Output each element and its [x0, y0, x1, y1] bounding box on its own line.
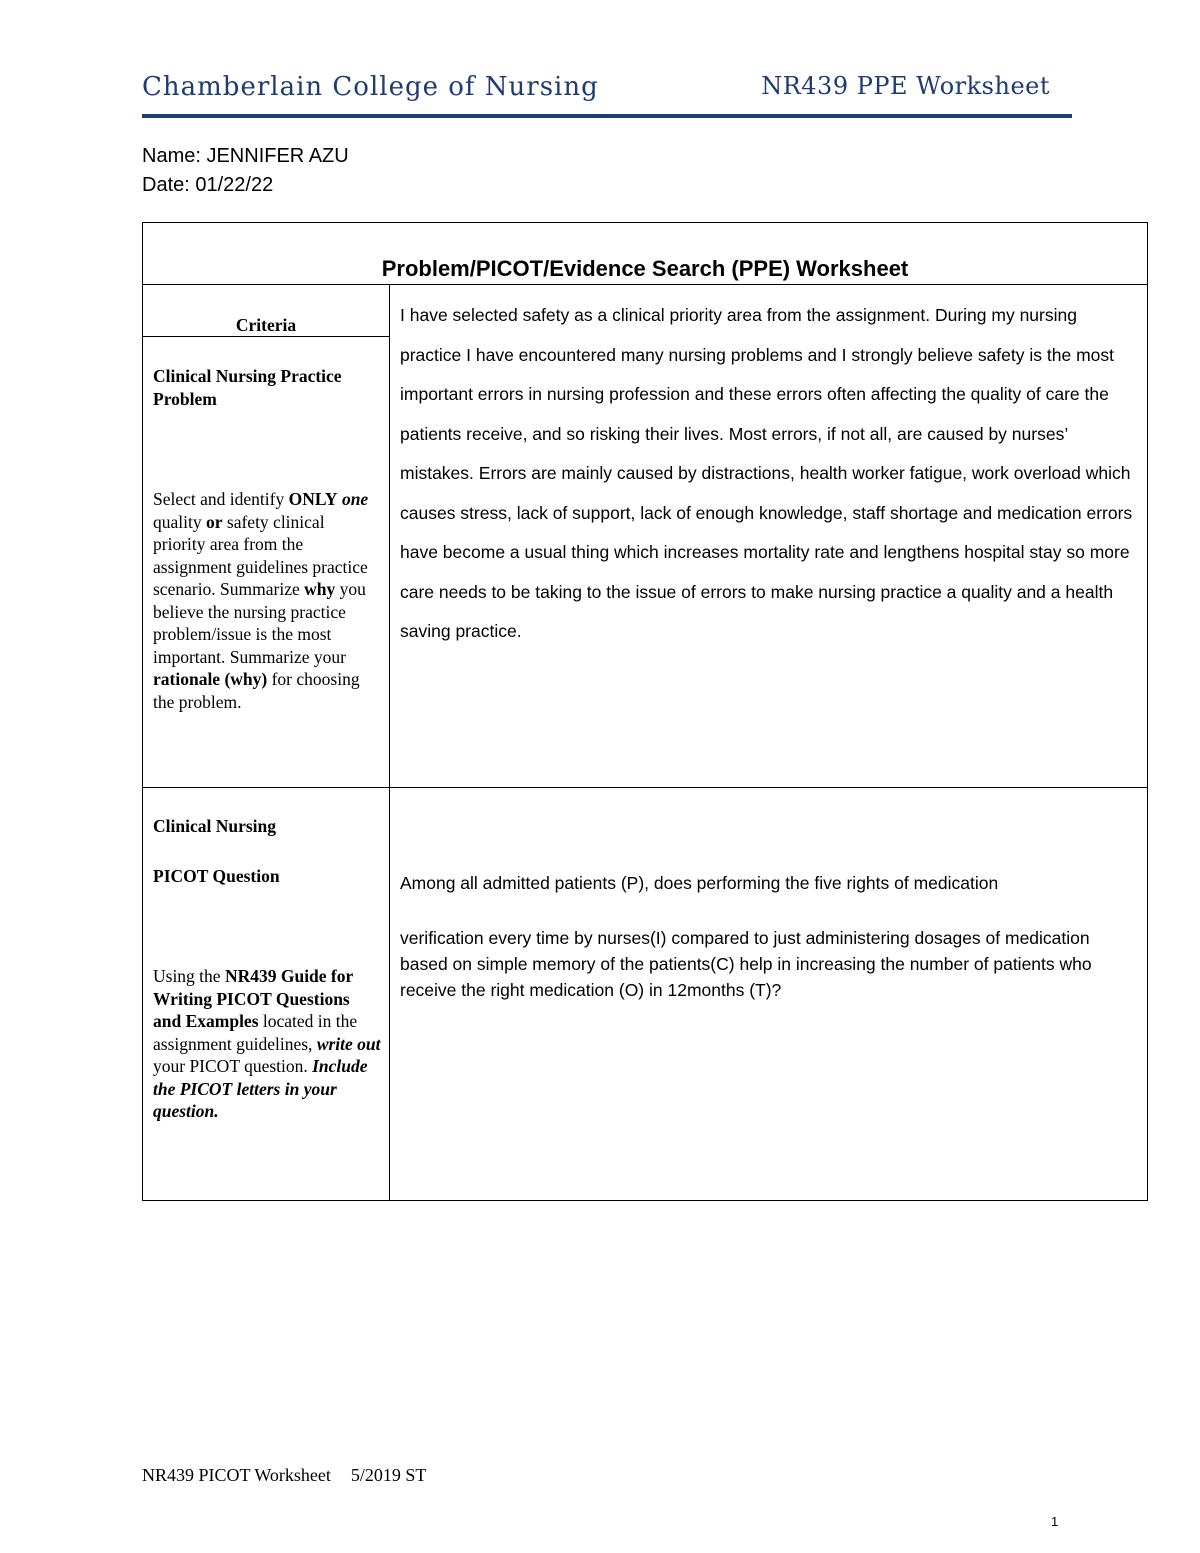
worksheet-title: Problem/PICOT/Evidence Search (PPE) Worksheet — [381, 256, 909, 281]
footer-version: 5/2019 ST — [350, 1465, 427, 1485]
name-label: Name: — [142, 145, 201, 167]
row-divider — [143, 787, 1147, 788]
date-value: 01/22/22 — [195, 174, 274, 196]
footer-title: NR439 PICOT Worksheet — [142, 1465, 331, 1485]
problem-instructions: Select and identify ONLY one quality or safety clinical priority area from the assignment guidelines practice scenario. Summarize why you believe the nursing practice problem/issue is the most important. Summarize your rationale (why) for choosing the problem. — [153, 489, 369, 712]
document-title: NR439 PPE Worksheet — [761, 72, 1050, 100]
picot-answer-continued: verification every time by nurses(I) compared to just administering dosages of medication based on simple memory of the patients(C) help in increasing the number of patients who receive the right medication (O) in 12months (T)? — [400, 928, 1092, 1000]
criteria-divider — [143, 336, 389, 337]
worksheet-title-row — [143, 223, 1147, 285]
student-name: JENNIFER AZU — [206, 145, 349, 167]
problem-heading: Clinical Nursing Practice Problem — [153, 366, 342, 409]
page-footer — [142, 1465, 426, 1486]
picot-heading-line2: PICOT Question — [153, 866, 280, 886]
column-divider — [389, 285, 390, 1200]
document-header — [142, 68, 1072, 118]
picot-answer-line1: Among all admitted patients (P), does performing the five rights of medication — [400, 873, 999, 893]
picot-heading-line1: Clinical Nursing — [153, 816, 277, 836]
student-name-line — [142, 145, 349, 168]
picot-instructions: Using the NR439 Guide for Writing PICOT Questions and Examples located in the assignment guidelines, write out your PICOT question. Include the PICOT letters in your question. — [153, 966, 381, 1121]
college-name: Chamberlain College of Nursing — [142, 72, 599, 102]
date-label: Date: — [142, 174, 190, 196]
date-line — [142, 174, 273, 197]
criteria-header: Criteria — [235, 315, 297, 335]
page-number: 1 — [1051, 1514, 1059, 1529]
ppe-worksheet-table — [142, 222, 1148, 1201]
problem-answer: I have selected safety as a clinical priority area from the assignment. During my nursing practice I have encountered many nursing problems and I strongly believe safety is the most important errors in nursing profession and these errors often affecting the quality of care the patients receive, and so risking their lives. Most errors, if not all, are caused by nurses’ mistakes. Errors are mainly caused by distractions, health worker fatigue, work overload which causes stress, lack of support, lack of enough knowledge, staff shortage and medication errors have become a usual thing which increases mortality rate and lengthens hospital stay so more care needs to be taking to the issue of errors to make nursing practice a quality and a health saving practice. — [400, 305, 1133, 641]
